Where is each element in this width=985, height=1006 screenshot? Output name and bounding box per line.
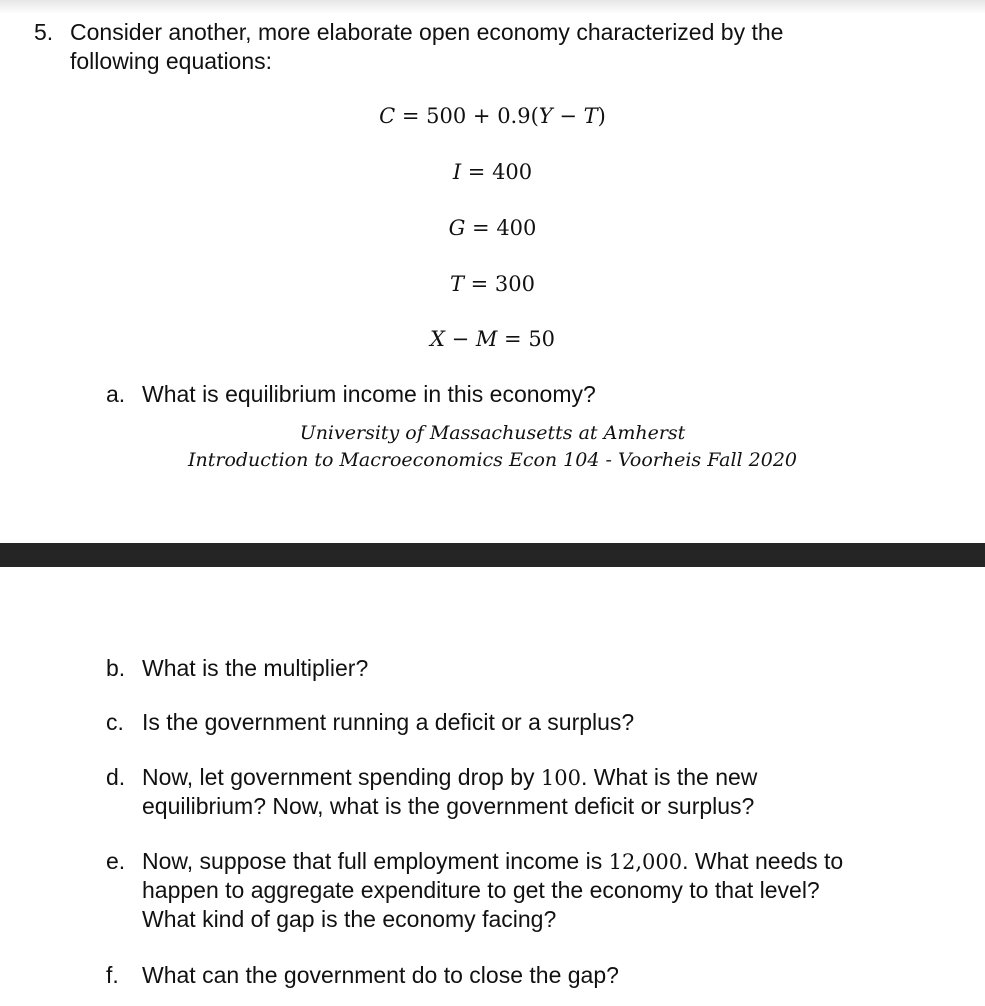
footer-university: University of Massachusetts at Amherst [299, 422, 686, 444]
part-d-line1: Now, let government spending drop by 100. What is the new [142, 764, 758, 790]
part-a-letter: a. [106, 381, 126, 407]
question-number: 5. [34, 19, 54, 45]
part-d-line2: equilibrium? Now, what is the government deficit or surplus? [142, 793, 755, 819]
part-e-letter: e. [106, 848, 126, 874]
equation-net-exports: X − M = 50 [429, 327, 556, 351]
document-page-bottom [0, 567, 985, 1006]
footer-course: Introduction to Macroeconomics Econ 104 - Voorheis Fall 2020 [188, 449, 797, 471]
part-c-text: Is the government running a deficit or a surplus? [142, 709, 635, 735]
part-d-letter: d. [106, 764, 126, 790]
equation-investment: I = 400 [452, 160, 533, 184]
equation-taxes: T = 300 [449, 272, 536, 296]
page-divider [0, 543, 985, 567]
part-b-letter: b. [106, 655, 126, 681]
equation-consumption: C = 500 + 0.9(Y − T) [379, 104, 606, 128]
part-e-line3: What kind of gap is the economy facing? [142, 906, 557, 932]
part-d-amount: 100 [540, 766, 581, 790]
part-e-line2: happen to aggregate expenditure to get the economy to that level? [142, 877, 820, 903]
part-a-text: What is equilibrium income in this economy? [142, 381, 596, 407]
question-intro-line1: Consider another, more elaborate open economy characterized by the [70, 19, 784, 45]
part-c-letter: c. [106, 709, 124, 735]
question-intro-line2: following equations: [70, 48, 273, 74]
part-e-amount: 12,000 [608, 850, 683, 874]
part-f-text: What can the government do to close the gap? [142, 962, 619, 988]
equation-government: G = 400 [448, 216, 537, 240]
part-b-text: What is the multiplier? [142, 655, 369, 681]
part-e-line1: Now, suppose that full employment income is 12,000. What needs to [142, 848, 844, 874]
page-shadow [0, 0, 985, 14]
part-f-letter: f. [106, 962, 119, 988]
